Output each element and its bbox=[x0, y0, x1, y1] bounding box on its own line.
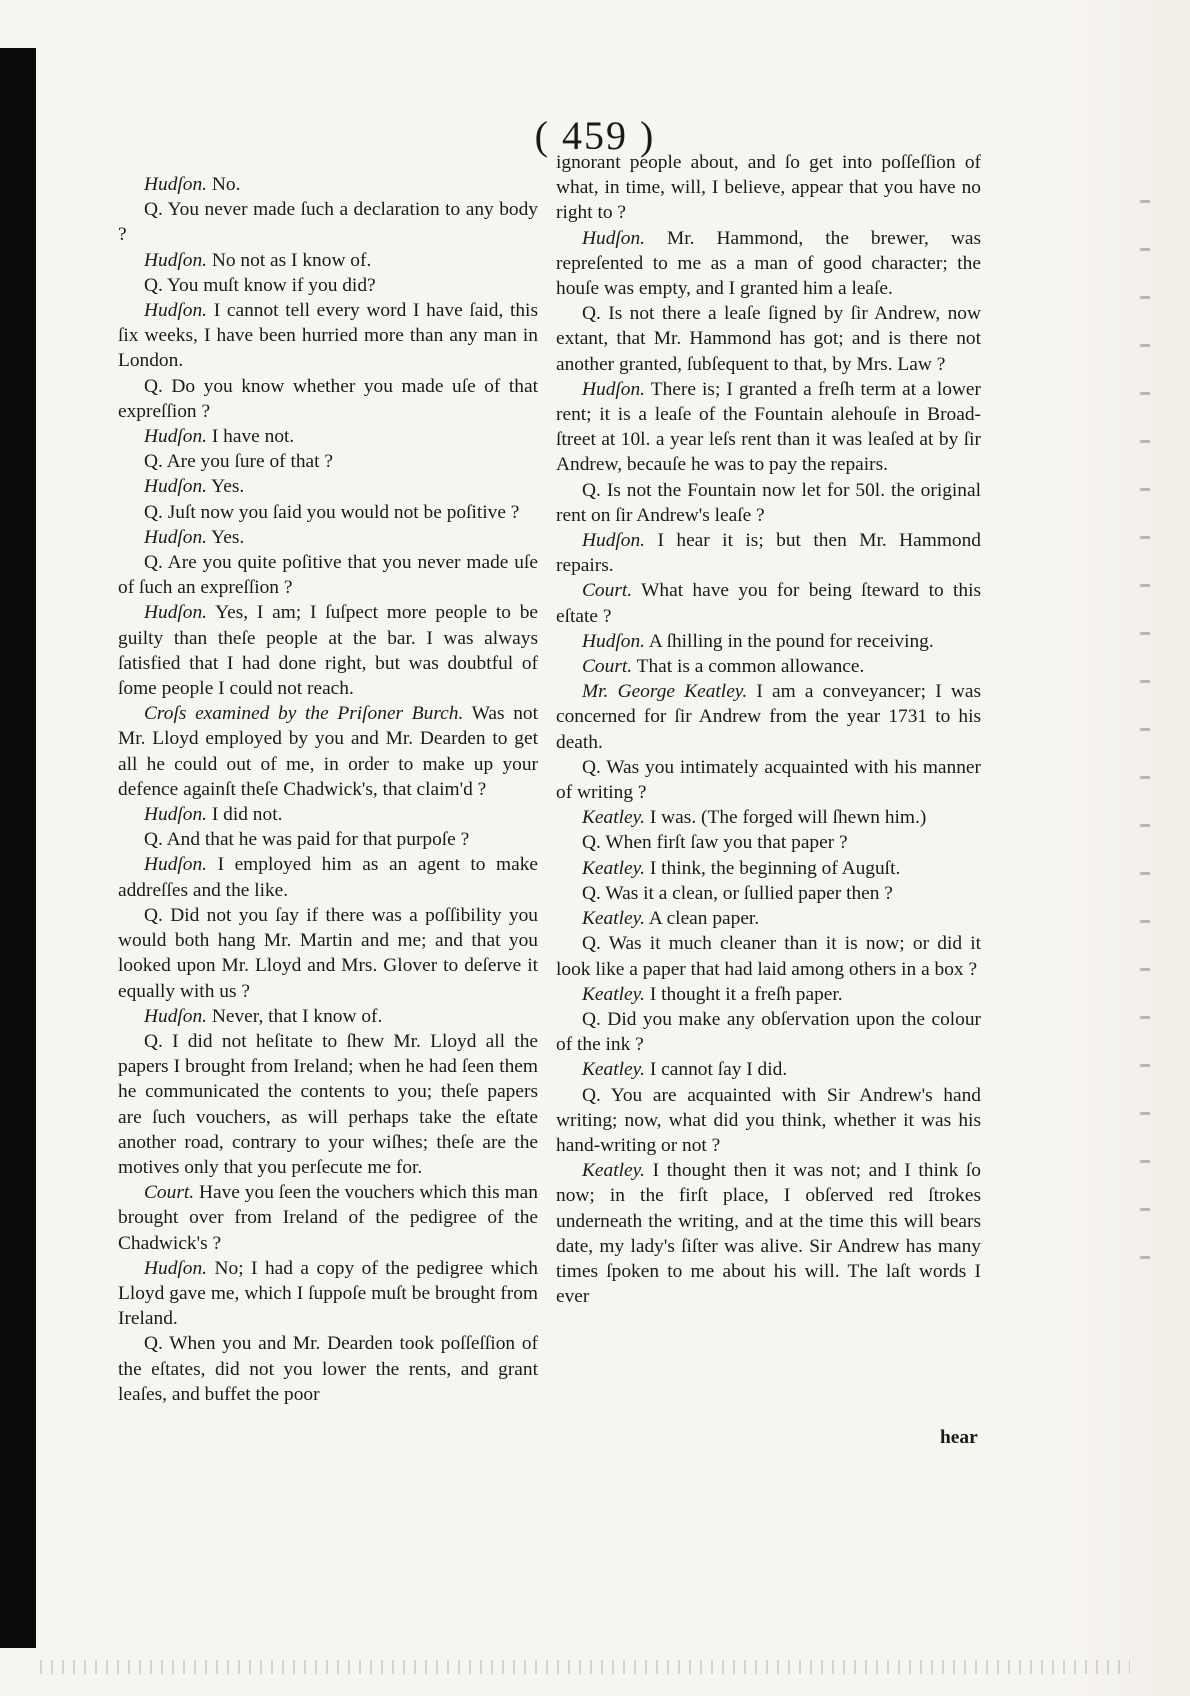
paragraph bbox=[118, 248, 538, 273]
paragraph bbox=[118, 1004, 538, 1029]
paragraph-text: Q. Did you make any obſervation upon the colour of the ink ? bbox=[556, 1008, 981, 1056]
paragraph bbox=[556, 528, 981, 578]
speaker-label: Hudſon. bbox=[144, 526, 208, 548]
paragraph-text: I cannot ſay I did. bbox=[645, 1059, 788, 1081]
paragraph bbox=[118, 374, 538, 424]
paragraph bbox=[118, 600, 538, 701]
paragraph bbox=[556, 830, 981, 855]
bottom-scan-noise bbox=[40, 1660, 1130, 1674]
paragraph bbox=[556, 1083, 981, 1159]
paragraph-text: Q. Are you ſure of that ? bbox=[144, 451, 334, 473]
paragraph-text: Q. Are you quite poſitive that you never made uſe of ſuch an expreſſion ? bbox=[118, 552, 538, 599]
paragraph-text: Mr. Hammond, the brewer, was repreſented to me as a man of good character; the houſe was empty, and I granted him a leaſe. bbox=[556, 227, 981, 300]
speaker-label: Hudſon. bbox=[144, 476, 208, 498]
scan-edge-shading bbox=[1060, 0, 1190, 1696]
paragraph bbox=[556, 755, 981, 805]
paragraph bbox=[556, 931, 981, 981]
speaker-label: Croſs examined by the Priſoner Burch. bbox=[144, 703, 464, 725]
paragraph bbox=[556, 679, 981, 755]
paragraph bbox=[118, 424, 538, 449]
paragraph-text: No. bbox=[207, 174, 241, 195]
speaker-label: Hudſon. bbox=[582, 630, 646, 652]
paragraph-text: Yes. bbox=[207, 526, 245, 548]
paragraph bbox=[556, 1007, 981, 1057]
left-column bbox=[118, 172, 538, 1407]
paragraph bbox=[556, 982, 981, 1007]
speaker-label: Court. bbox=[144, 1182, 195, 1204]
speaker-label: Court. bbox=[582, 580, 633, 602]
paragraph-text: Q. And that he was paid for that purpoſe ? bbox=[144, 829, 470, 851]
paragraph-text: Q. Was you intimately acquainted with his manner of writing ? bbox=[556, 756, 981, 804]
paragraph-text: No not as I know of. bbox=[207, 249, 372, 271]
paragraph bbox=[118, 273, 538, 298]
speaker-label: Hudſon. bbox=[144, 426, 208, 448]
paragraph-text: Yes. bbox=[207, 476, 245, 498]
paragraph bbox=[556, 881, 981, 906]
paragraph bbox=[118, 1029, 538, 1180]
speaker-label: Hudſon. bbox=[144, 300, 208, 322]
paragraph bbox=[118, 903, 538, 1004]
speaker-label: Hudſon. bbox=[144, 804, 208, 826]
paragraph-text: Q. Did not you ſay if there was a poſſibility you would both hang Mr. Martin and me; and that you looked upon Mr. Lloyd and Mrs. Glover to deſerve it equally with us ? bbox=[118, 904, 538, 1002]
paragraph bbox=[118, 802, 538, 827]
paragraph bbox=[556, 906, 981, 931]
paragraph-text: A clean paper. bbox=[645, 908, 760, 930]
paragraph bbox=[118, 852, 538, 902]
paragraph bbox=[556, 654, 981, 679]
speaker-label: Hudſon. bbox=[144, 1257, 208, 1279]
speaker-label: Mr. George Keatley. bbox=[582, 681, 748, 703]
paragraph bbox=[556, 805, 981, 830]
paragraph bbox=[556, 478, 981, 528]
paragraph-text: There is; I granted a freſh term at a lower rent; it is a leaſe of the Fountain alehouſe in Broad-ſtreet at 10l. a year leſs rent than it was leaſed at by ſir Andrew, becauſe he was to pay the repairs. bbox=[556, 378, 981, 476]
speaker-label: Hudſon. bbox=[144, 174, 208, 195]
paragraph-text: I was. (The forged will ſhewn him.) bbox=[645, 807, 927, 829]
paragraph-text: Q. Juſt now you ſaid you would not be poſitive ? bbox=[144, 501, 520, 523]
paragraph bbox=[556, 150, 981, 226]
speaker-label: Keatley. bbox=[582, 1160, 646, 1182]
paragraph-text: Q. Is not there a leaſe ſigned by ſir Andrew, now extant, that Mr. Hammond has got; and is there not another granted, ſubſequent to that, by Mrs. Law ? bbox=[556, 303, 981, 375]
paragraph-text: I think, the beginning of Auguſt. bbox=[645, 857, 901, 879]
paragraph-text: Q. When firſt ſaw you that paper ? bbox=[582, 832, 848, 854]
paragraph bbox=[118, 449, 538, 474]
paragraph bbox=[118, 474, 538, 499]
catchword: hear bbox=[940, 1427, 978, 1448]
paragraph bbox=[556, 1057, 981, 1082]
paragraph-text: Have you ſeen the vouchers which this man brought over from Ireland of the pedigree of the Chadwick's ? bbox=[118, 1182, 538, 1254]
paragraph bbox=[118, 827, 538, 852]
speaker-label: Court. bbox=[582, 656, 633, 678]
paragraph bbox=[118, 525, 538, 550]
paragraph bbox=[118, 197, 538, 247]
paragraph-text: I hear it is; but then Mr. Hammond repairs. bbox=[556, 530, 981, 577]
paragraph-text: No; I had a copy of the pedigree which Lloyd gave me, which I ſuppoſe muſt be brought from Ireland. bbox=[118, 1257, 538, 1330]
paragraph bbox=[556, 301, 981, 377]
paragraph-text: Q. Was it a clean, or ſullied paper then ? bbox=[582, 882, 893, 904]
paragraph-text: I thought then it was not; and I think ſo now; in the firſt place, I obſerved red ſtrokes underneath the writing, and at the time this will bears date, my lady's ſiſter was alive. Sir Andrew has many times ſpoken to me about his will. The laſt words I ever bbox=[556, 1160, 981, 1308]
paragraph bbox=[556, 856, 981, 881]
paragraph-text: Yes, I am; I ſuſpect more people to be guilty than theſe people at the bar. I was always ſatisfied that I had done right, but was doubtful of ſome people I could not reach. bbox=[118, 602, 538, 700]
paragraph-text: I did not. bbox=[207, 804, 283, 826]
paragraph-text: ignorant people about, and ſo get into poſſeſſion of what, in time, will, I believe, appear that you have no right to ? bbox=[556, 152, 981, 224]
paragraph bbox=[118, 550, 538, 600]
paragraph bbox=[118, 500, 538, 525]
paragraph-text: I thought it a freſh paper. bbox=[645, 983, 843, 1005]
paragraph-text: Q. Is not the Fountain now let for 50l. the original rent on ſir Andrew's leaſe ? bbox=[556, 479, 981, 526]
speaker-label: Keatley. bbox=[582, 908, 646, 930]
paragraph bbox=[118, 1331, 538, 1407]
paragraph bbox=[118, 172, 538, 197]
paragraph-text: Q. You muſt know if you did? bbox=[144, 274, 376, 296]
paragraph-text: Never, that I know of. bbox=[207, 1005, 383, 1027]
margin-marks bbox=[1140, 200, 1150, 1300]
speaker-label: Hudſon. bbox=[144, 602, 208, 624]
right-column bbox=[556, 150, 981, 1309]
paragraph bbox=[118, 1180, 538, 1256]
paragraph-text: What have you for being ſteward to this eſtate ? bbox=[556, 580, 981, 627]
paragraph-text: Was not Mr. Lloyd employed by you and Mr. Dearden to get all he could out of me, in order to make up your defence againſt theſe Chadwick's, that claim'd ? bbox=[118, 703, 539, 800]
paragraph-text: I have not. bbox=[207, 426, 295, 448]
paragraph bbox=[118, 298, 538, 374]
book-spine-shadow bbox=[0, 48, 36, 1648]
speaker-label: Hudſon. bbox=[144, 249, 208, 271]
paragraph bbox=[556, 578, 981, 628]
paragraph bbox=[118, 1256, 538, 1332]
page-number: ( 459 ) bbox=[534, 113, 656, 158]
paragraph-text: Q. Was it much cleaner than it is now; or did it look like a paper that had laid among others in a box ? bbox=[556, 933, 981, 980]
speaker-label: Keatley. bbox=[582, 983, 646, 1005]
speaker-label: Hudſon. bbox=[144, 854, 208, 876]
paragraph bbox=[556, 629, 981, 654]
paragraph-text: Q. You are acquainted with Sir Andrew's hand writing; now, what did you think, whether it was his hand-writing or not ? bbox=[556, 1084, 981, 1156]
speaker-label: Keatley. bbox=[582, 807, 646, 829]
speaker-label: Keatley. bbox=[582, 1059, 646, 1081]
speaker-label: Hudſon. bbox=[582, 530, 646, 552]
paragraph-text: Q. You never made ſuch a declaration to any body ? bbox=[118, 199, 538, 246]
speaker-label: Hudſon. bbox=[582, 378, 646, 400]
paragraph-text: Q. When you and Mr. Dearden took poſſeſſion of the eſtates, did not you lower the rents, and grant leaſes, and buffet the poor bbox=[118, 1333, 538, 1405]
paragraph-text: I cannot tell every word I have ſaid, this ſix weeks, I have been hurried more than any man in London. bbox=[118, 300, 538, 372]
paragraph bbox=[556, 1158, 981, 1309]
paragraph-text: Q. Do you know whether you made uſe of that expreſſion ? bbox=[118, 375, 538, 422]
paragraph bbox=[556, 377, 981, 478]
paragraph-text: Q. I did not heſitate to ſhew Mr. Lloyd all the papers I brought from Ireland; when he had ſeen them he communicated the contents to you; theſe papers are ſuch vouchers, as will perhaps take the eſtate another road, contrary to your wiſhes; theſe are the motives only that you perſecute me for. bbox=[118, 1030, 538, 1178]
speaker-label: Keatley. bbox=[582, 857, 646, 879]
speaker-label: Hudſon. bbox=[144, 1005, 208, 1027]
paragraph-text: I employed him as an agent to make addreſſes and the like. bbox=[118, 854, 538, 901]
speaker-label: Hudſon. bbox=[582, 227, 646, 249]
paragraph-text: That is a common allowance. bbox=[632, 656, 865, 678]
paragraph-text: I am a conveyancer; I was concerned for ſir Andrew from the year 1731 to his death. bbox=[556, 681, 982, 753]
paragraph bbox=[556, 226, 981, 302]
paragraph bbox=[118, 701, 538, 802]
paragraph-text: A ſhilling in the pound for receiving. bbox=[645, 630, 934, 652]
